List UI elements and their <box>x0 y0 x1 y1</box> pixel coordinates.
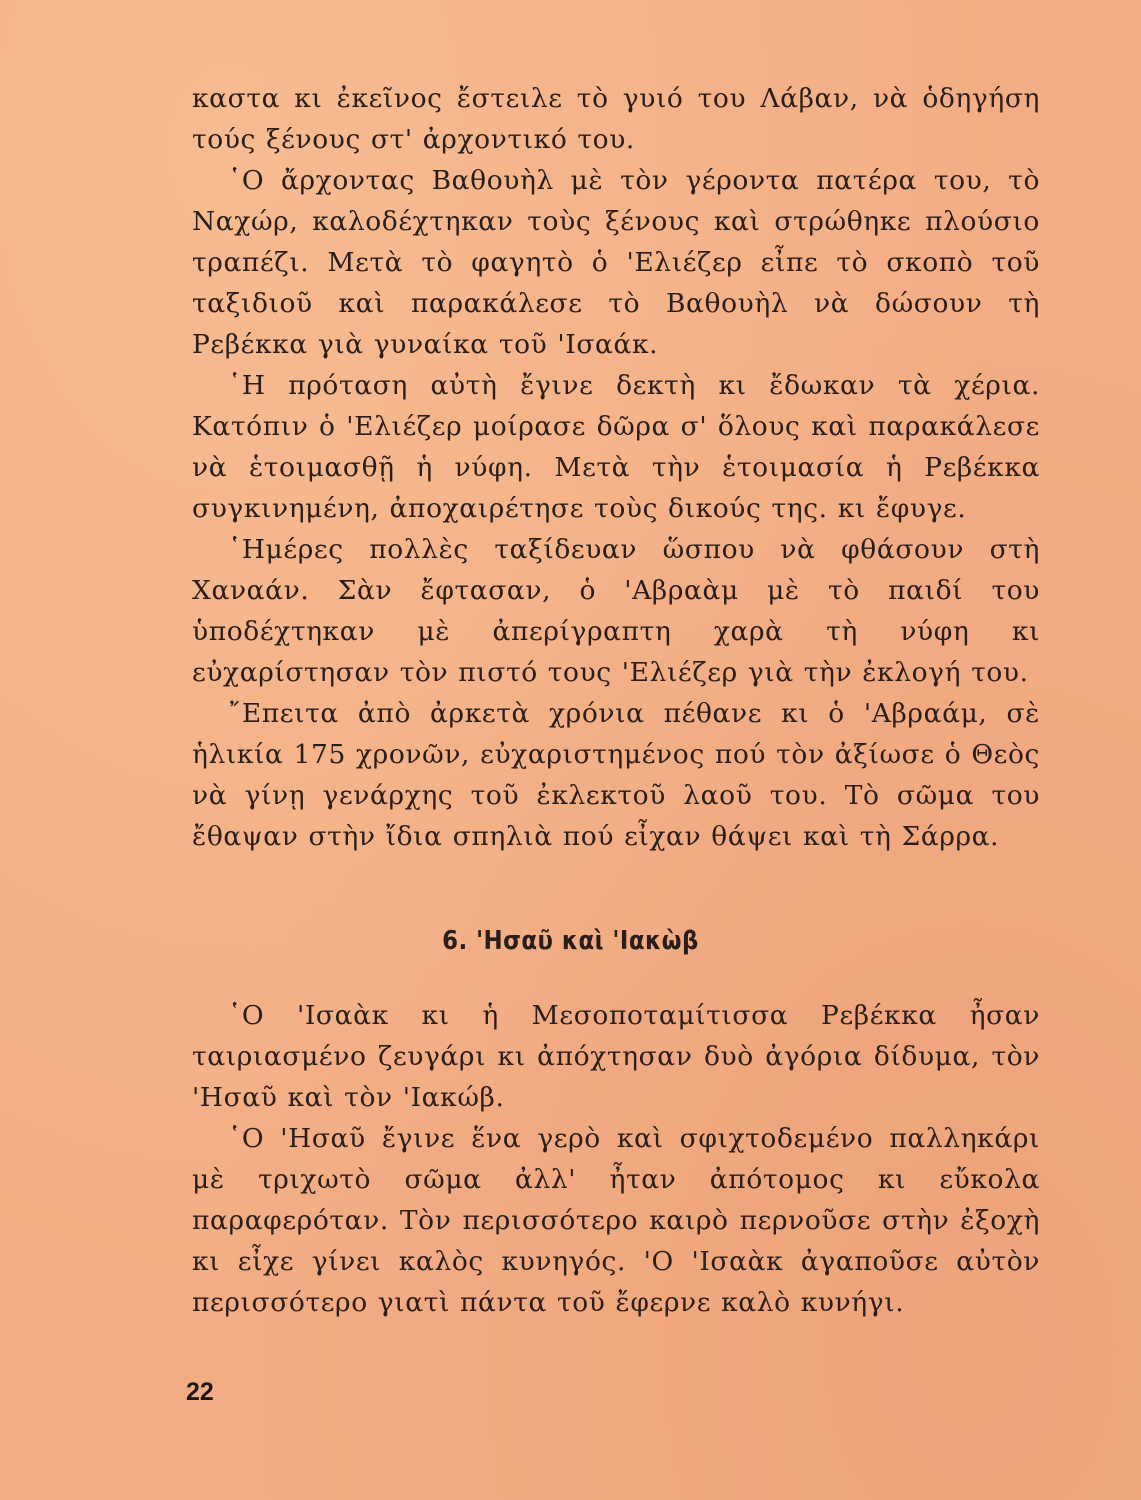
paragraph: ῾Ο ἄρχοντας Βαθουὴλ μὲ τὸν γέροντα πατέρα του, τὸ Ναχώρ, καλοδέχτηκαν τοὺς ξένους καὶ στρώθηκε πλούσιο τραπέζι. Μετὰ τὸ φαγητὸ ὁ 'Ελιέζερ εἶπε τὸ σκοπὸ τοῦ ταξιδιοῦ καὶ παρακάλεσε τὸ Βαθουὴλ νὰ δώσουν τὴ Ρεβέκκα γιὰ γυναίκα τοῦ 'Ισαάκ. <box>192 165 1040 360</box>
paragraph: ῎Επειτα ἀπὸ ἀρκετὰ χρόνια πέθανε κι ὁ 'Αβραάμ, σὲ ἡλικία 175 χρονῶν, εὐχαριστημένος πού τὸν ἀξίωσε ὁ Θεὸς νὰ γίνῃ γενάρχης τοῦ ἐκλεκτοῦ λαοῦ του. Τὸ σῶμα του ἔθαψαν στὴν ἴδια σπηλιὰ πού εἶχαν θάψει καὶ τὴ Σάρρα. <box>192 698 1040 852</box>
section-heading: 6. 'Ησαῦ καὶ 'Ιακὼβ <box>442 926 699 956</box>
page-number: 22 <box>186 1378 214 1406</box>
paragraph: ῾Ο 'Ησαῦ ἔγινε ἕνα γερὸ καὶ σφιχτοδεμένο παλληκάρι μὲ τριχωτὸ σῶμα ἀλλ' ἦταν ἀπότομος κι εὔκολα παραφερόταν. Τὸν περισσότερο καιρὸ περνοῦσε στὴν ἐξοχὴ κι εἶχε γίνει καλὸς κυνηγός. 'Ο 'Ισαὰκ ἀγαποῦσε αὐτὸν περισσότερο γιατὶ πάντα τοῦ ἔφερνε καλὸ κυνήγι. <box>192 1123 1040 1318</box>
paragraph: ῾Ημέρες πολλὲς ταξίδευαν ὥσπου νὰ φθάσουν στὴ Χαναάν. Σὰν ἔφτασαν, ὁ 'Αβραὰμ μὲ τὸ παιδί του ὑποδέχτηκαν μὲ ἀπερίγραπτη χαρὰ τὴ νύφη κι εὐχαρίστησαν τὸν πιστό τους 'Ελιέζερ γιὰ τὴν ἐκλογή του. <box>192 534 1040 688</box>
text-block-top <box>192 78 1040 857</box>
paragraph: ῾Ο 'Ισαὰκ κι ἡ Μεσοποταμίτισσα Ρεβέκκα ἦσαν ταιριασμένο ζευγάρι κι ἀπόχτησαν δυὸ ἀγόρια δίδυμα, τὸν 'Ησαῦ καὶ τὸν 'Ιακώβ. <box>192 1000 1040 1113</box>
paragraph: ῾Η πρόταση αὐτὴ ἔγινε δεκτὴ κι ἔδωκαν τὰ χέρια. Κατόπιν ὁ 'Ελιέζερ μοίρασε δῶρα σ' ὅλους καὶ παρακάλεσε νὰ ἑτοιμασθῇ ἡ νύφη. Μετὰ τὴν ἑτοιμασία ἡ Ρεβέκκα συγκινημένη, ἀποχαιρέτησε τοὺς δικούς της. κι ἔφυγε. <box>192 370 1040 524</box>
text-block-bottom <box>192 995 1040 1323</box>
paragraph-continuation: καστα κι ἐκεῖνος ἔστειλε τὸ γυιό του Λάβαν, νὰ ὁδηγήση τούς ξένους στ' ἀρχοντικό του. <box>192 83 1040 155</box>
